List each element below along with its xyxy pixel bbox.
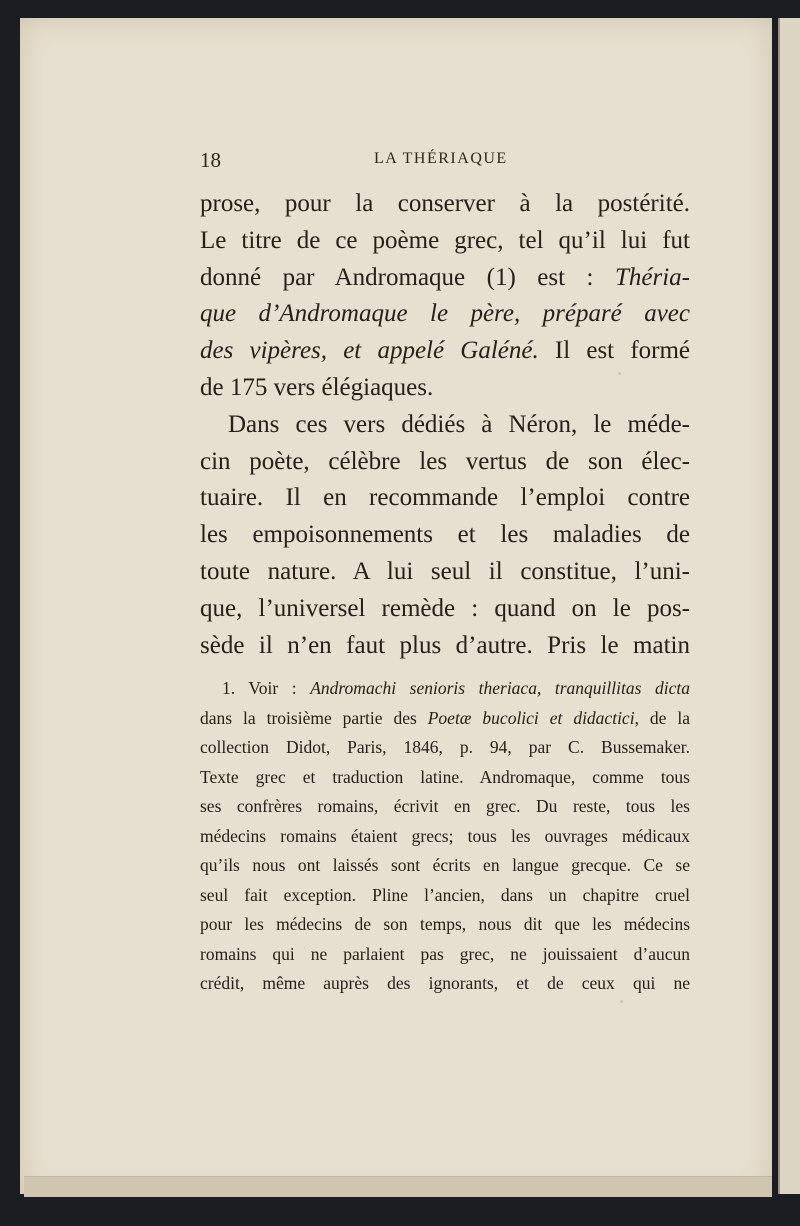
text-line: que, l’universel remède : quand on le pos- (200, 594, 690, 622)
footnote-line: Texte grec et traduction latine. Andromaque, comme tous (200, 766, 690, 787)
page-number: 18 (200, 148, 221, 172)
text-italic-title: Théria- (615, 263, 690, 291)
text-line: sède il n’en faut plus d’autre. Pris le matin (200, 631, 690, 659)
running-head: LA THÉRIAQUE (374, 150, 508, 167)
text-roman: Il est formé (538, 337, 691, 365)
page-header (200, 148, 690, 176)
text-line (200, 296, 690, 333)
text-line: tuaire. Il en recommande l’emploi contre (200, 484, 690, 512)
footnote-italic-title: Andromachi senioris theriaca, tranquillitas dicta (310, 678, 690, 698)
footnote-line: seul fait exception. Pline l’ancien, dans un chapitre cruel (200, 884, 690, 905)
text-line (200, 333, 690, 370)
text-line (200, 260, 690, 297)
text-roman: donné par Andromaque (1) est : (200, 263, 615, 291)
footnote-line: romains qui ne parlaient pas grec, ne jouissaient d’aucun (200, 943, 690, 964)
footnote-line: ses confrères romains, écrivit en grec. Du reste, tous les (200, 796, 690, 816)
adjacent-page-edge (778, 18, 800, 1194)
main-text (200, 186, 690, 664)
page-bottom-edge (24, 1176, 772, 1197)
text-italic-title: des vipères, et appelé Galéné. (200, 337, 539, 365)
footnote-line: crédit, même auprès des ignorants, et de ceux qui ne (200, 973, 690, 993)
text-italic-title: que d’Andromaque le père, préparé avec (200, 300, 690, 328)
text-line: les empoisonnements et les maladies de (200, 521, 690, 549)
footnote (200, 674, 690, 999)
footnote-line (200, 674, 690, 704)
footnote-line: collection Didot, Paris, 1846, p. 94, par C. Bussemaker. (200, 737, 690, 757)
footnote-line: médecins romains étaient grecs; tous les ouvrages médicaux (200, 825, 690, 846)
text-line: de 175 vers élégiaques. (200, 373, 434, 401)
footnote-marker: 1. Voir : (222, 678, 311, 698)
text-line: Le titre de ce poème grec, tel qu’il lui fut (200, 226, 690, 254)
footnote-line: pour les médecins de son temps, nous dit que les médecins (200, 914, 690, 934)
paper-spot (620, 1000, 623, 1003)
text-line: prose, pour la conserver à la postérité. (200, 190, 690, 217)
text-line: cin poète, célèbre les vertus de son élec- (200, 447, 690, 475)
paragraph-start-line: Dans ces vers dédiés à Néron, le méde- (228, 410, 690, 438)
footnote-line: qu’ils nous ont laissés sont écrits en langue grecque. Ce se (200, 855, 690, 875)
footnote-italic-title: Poetæ bucolici et didactici (427, 707, 635, 728)
text-roman: , de la (634, 707, 690, 728)
text-line: toute nature. A lui seul il constitue, l’uni- (200, 557, 690, 585)
text-roman: dans la troisième partie des (200, 707, 428, 728)
footnote-line (200, 704, 690, 734)
